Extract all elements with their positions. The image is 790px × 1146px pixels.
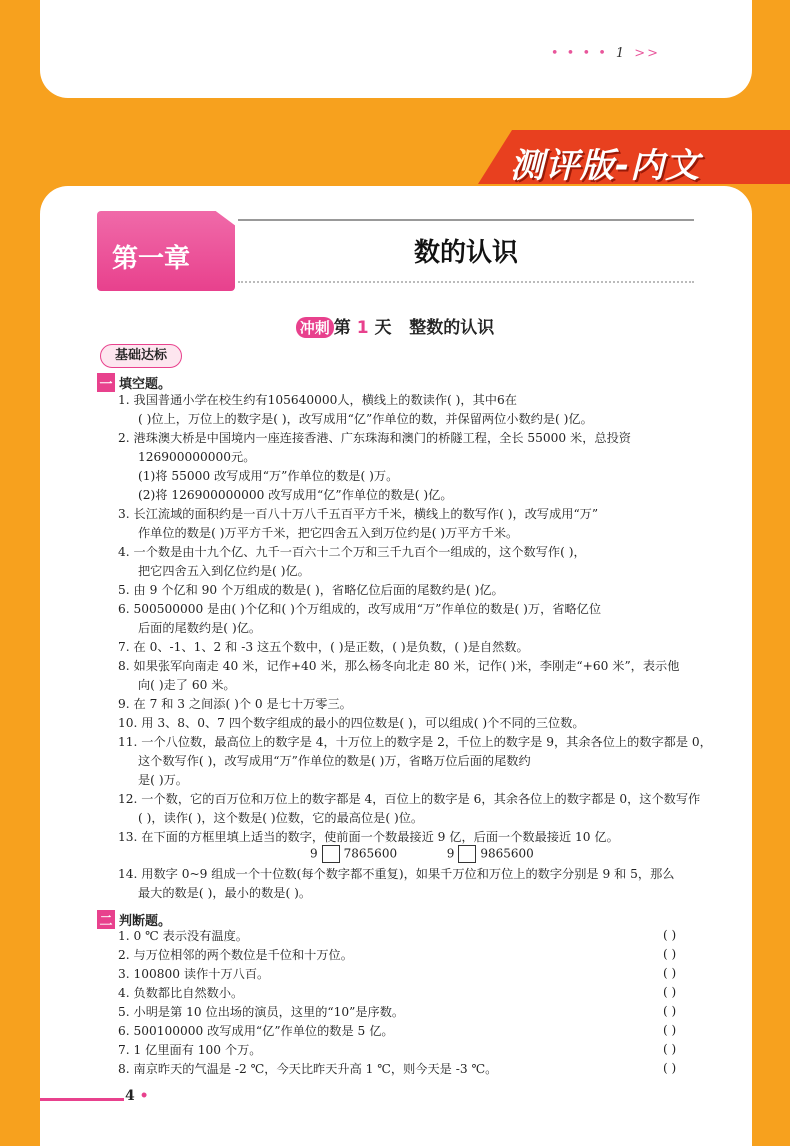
chapter-rule xyxy=(238,219,694,221)
day-title xyxy=(0,313,790,338)
day-prefix: 第 xyxy=(333,318,351,338)
question-line: 6. 500500000 是由( )个亿和( )个万组成的，改写成用“万”作单位的数是( )万，省略亿位 xyxy=(118,602,602,616)
answer-bracket[interactable]: ( ) xyxy=(663,966,677,980)
answer-bracket[interactable]: ( ) xyxy=(663,1061,677,1075)
judge-line: 4. 负数都比自然数小。 xyxy=(118,986,244,1000)
pager-num: 1 xyxy=(615,46,627,61)
sprint-badge: 冲刺 xyxy=(296,317,334,338)
pager-arrows: >> xyxy=(634,46,660,61)
question-line: 向( )走了 60 米。 xyxy=(138,678,236,692)
box-a-prefix: 9 xyxy=(310,846,318,861)
box-a-suffix: 7865600 xyxy=(343,846,398,861)
question-line: 7. 在 0、-1、1、2 和 -3 这五个数中，( )是正数，( )是负数，( )是自然数。 xyxy=(118,640,529,654)
question-line: 14. 用数字 0~9 组成一个十位数(每个数字都不重复)，如果千万位和万位上的数字分别是 9 和 5，那么 xyxy=(118,867,675,881)
judge-line: 5. 小明是第 10 位出场的演员，这里的“10”是序数。 xyxy=(118,1005,405,1019)
question-line: 9. 在 7 和 3 之间添( )个 0 是七十万零三。 xyxy=(118,697,352,711)
question-line: 作单位的数是( )万平方千米，把它四舍五入到万位约是( )万平方千米。 xyxy=(138,526,519,540)
question-line: ( )，读作( )，这个数是( )位数，它的最高位是( )位。 xyxy=(138,811,424,825)
answer-bracket[interactable]: ( ) xyxy=(663,1004,677,1018)
judge-line: 2. 与万位相邻的两个数位是千位和十万位。 xyxy=(118,948,353,962)
question-line: 11. 一个八位数，最高位上的数字是 4，十万位上的数字是 2，千位上的数字是 9，其余各位上的数字都是 0， xyxy=(118,735,712,749)
box-b-prefix: 9 xyxy=(446,846,455,861)
day-num: 1 xyxy=(356,318,369,338)
day-suffix: 天 xyxy=(374,318,392,338)
page-dot: • xyxy=(139,1088,149,1104)
judge-line: 8. 南京昨天的气温是 -2 ℃，今天比昨天升高 1 ℃，则今天是 -3 ℃。 xyxy=(118,1062,498,1076)
chapter-label: 第一章 xyxy=(112,244,191,274)
question-line: 5. 由 9 个亿和 90 个万组成的数是( )，省略亿位后面的尾数约是( )亿。 xyxy=(118,583,504,597)
question-line: ( )位上，万位上的数字是( )，改写成用“亿”作单位的数，并保留两位小数约是( )亿。 xyxy=(138,412,593,426)
answer-bracket[interactable]: ( ) xyxy=(663,1023,677,1037)
chapter-dotted-rule xyxy=(238,281,694,283)
top-pager xyxy=(551,46,660,61)
question-line: 126900000000元。 xyxy=(138,450,256,464)
question-line: 这个数写作( )，改写成用“万”作单位的数是( )万，省略万位后面的尾数约 xyxy=(138,754,531,768)
section-title: 判断题。 xyxy=(119,914,172,929)
ribbon-text: 测评版-内文 xyxy=(510,146,701,186)
question-line: 4. 一个数是由十九个亿、九千一百六十二个万和三千九百个一组成的，这个数写作( )， xyxy=(118,545,586,559)
level-tag: 基础达标 xyxy=(100,344,182,368)
section-title: 填空题。 xyxy=(119,377,172,392)
answer-bracket[interactable]: ( ) xyxy=(663,947,677,961)
section-mark: 一 xyxy=(97,373,115,392)
section-fill-head xyxy=(97,373,171,392)
footer-rule xyxy=(40,1098,124,1101)
question-line: 10. 用 3、8、0、7 四个数字组成的最小的四位数是( )，可以组成( )个不同的三位数。 xyxy=(118,716,585,730)
question-line: (2)将 126900000000 改写成用“亿”作单位的数是( )亿。 xyxy=(138,488,453,502)
question-line: 最大的数是( )，最小的数是( )。 xyxy=(138,886,312,900)
section-judge-head xyxy=(97,910,171,929)
judge-line: 1. 0 ℃ 表示没有温度。 xyxy=(118,929,248,943)
question-line: 把它四舍五入到亿位约是( )亿。 xyxy=(138,564,310,578)
question-line: 3. 长江流域的面积约是一百八十万八千五百平方千米，横线上的数写作( )，改写成用“万” xyxy=(118,507,599,521)
question-line: 8. 如果张军向南走 40 米，记作+40 米，那么杨冬向北走 80 米，记作( )米，李刚走“+60 米”，表示他 xyxy=(118,659,680,673)
day-topic: 整数的认识 xyxy=(409,318,495,338)
question-line: 13. 在下面的方框里填上适当的数字，使前面一个数最接近 9 亿，后面一个数最接近 10 亿。 xyxy=(118,830,619,844)
box-b-suffix: 9865600 xyxy=(480,846,534,861)
section-mark: 二 xyxy=(97,910,115,929)
answer-bracket[interactable]: ( ) xyxy=(663,985,677,999)
question-line: 是( )万。 xyxy=(138,773,188,787)
chapter-title: 数的认识 xyxy=(413,238,518,268)
footer-page xyxy=(125,1088,149,1104)
judge-line: 6. 500100000 改写成用“亿”作单位的数是 5 亿。 xyxy=(118,1024,394,1038)
judge-line: 3. 100800 读作十万八百。 xyxy=(118,967,270,981)
pager-dots: • • • • xyxy=(550,46,608,61)
question-line: 2. 港珠澳大桥是中国境内一座连接香港、广东珠海和澳门的桥隧工程，全长 55000 米，总投资 xyxy=(118,431,631,445)
judge-line: 7. 1 亿里面有 100 个万。 xyxy=(118,1043,262,1057)
question-line: (1)将 55000 改写成用“万”作单位的数是( )万。 xyxy=(138,469,399,483)
page-number: 4 xyxy=(125,1088,135,1104)
box-b[interactable] xyxy=(458,845,476,863)
answer-bracket[interactable]: ( ) xyxy=(663,928,677,942)
answer-bracket[interactable]: ( ) xyxy=(663,1042,677,1056)
question-line: 后面的尾数约是( )亿。 xyxy=(138,621,262,635)
question-line: 12. 一个数，它的百万位和万位上的数字都是 4，百位上的数字是 6，其余各位上的数字都是 0，这个数写作 xyxy=(118,792,701,806)
box-a[interactable] xyxy=(322,845,340,863)
question-line: 1. 我国普通小学在校生约有105640000人，横线上的数读作( )，其中6在 xyxy=(118,393,517,407)
digit-boxes xyxy=(310,845,534,863)
